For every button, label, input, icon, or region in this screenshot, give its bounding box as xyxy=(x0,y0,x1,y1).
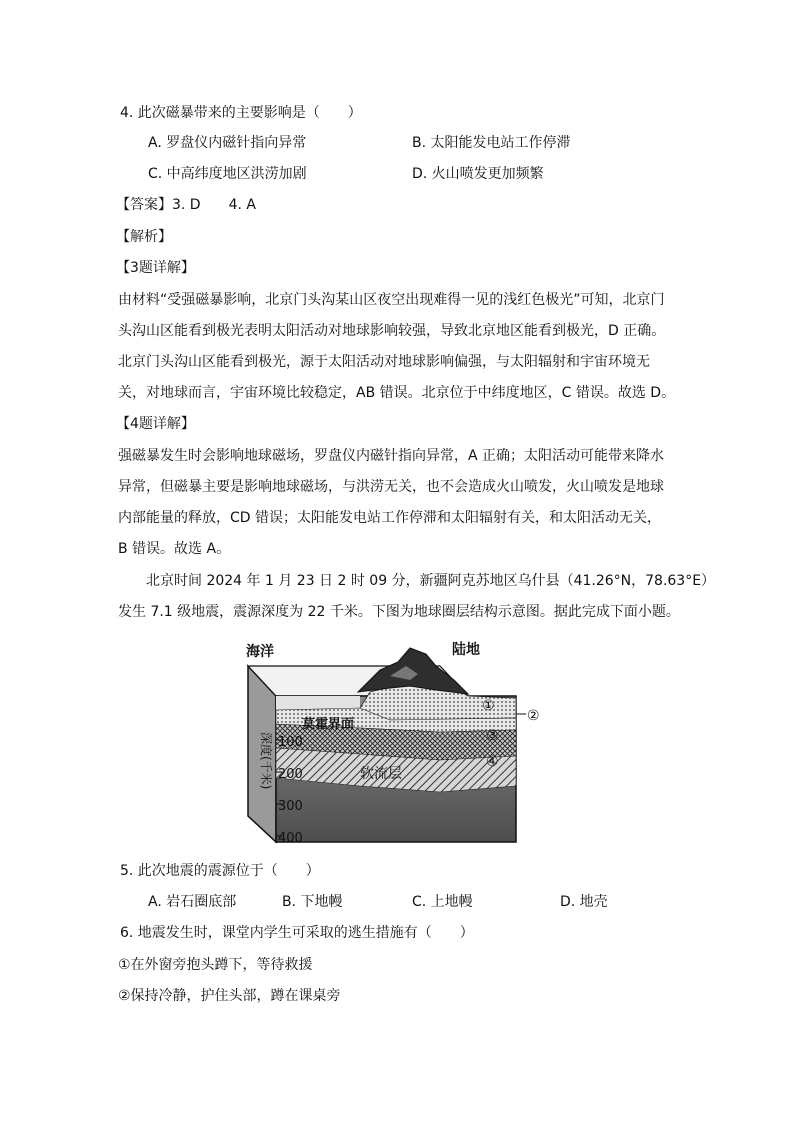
q5-option-b: B. 下地幔 xyxy=(282,894,343,910)
q3-detail-line: 关，对地球而言，宇宙环境比较稳定，AB 错误。北京位于中纬度地区，C 错误。故选 D。 xyxy=(118,385,676,401)
marker-1: ① xyxy=(482,698,495,714)
intro-line: 北京时间 2024 年 1 月 23 日 2 时 09 分，新疆阿克苏地区乌什县（41.26°N，78.63°E） xyxy=(146,573,716,589)
q4-detail-line: B 错误。故选 A。 xyxy=(118,541,231,557)
q4-option-a: A. 罗盘仪内磁针指向异常 xyxy=(148,135,307,151)
q3-detail-line: 北京门头沟山区能看到极光，源于太阳活动对地球影响偏强，与太阳辐射和宇宙环境无 xyxy=(118,354,650,370)
depth-axis-label: 深度(千米) xyxy=(259,732,273,790)
q4-stem: 4. 此次磁暴带来的主要影响是（ ） xyxy=(120,105,362,121)
marker-2: ② xyxy=(527,708,540,724)
asthenosphere-label: 软流层 xyxy=(360,766,402,782)
q6-stem: 6. 地震发生时，课堂内学生可采取的逃生措施有（ ） xyxy=(120,925,474,941)
q6-item-1: ①在外窗旁抱头蹲下，等待救援 xyxy=(118,957,313,973)
marker-3: ③ xyxy=(486,728,499,744)
q4-option-b: B. 太阳能发电站工作停滞 xyxy=(412,135,571,151)
q3-detail-line: 头沟山区能看到极光表明太阳活动对地球影响较强，导致北京地区能看到极光，D 正确。 xyxy=(118,323,666,339)
q4-detail-line: 异常，但磁暴主要是影响地球磁场，与洪涝无关，也不会造成火山喷发，火山喷发是地球 xyxy=(118,479,664,495)
intro-line: 发生 7.1 级地震，震源深度为 22 千米。下图为地球圈层结构示意图。据此完成下面小题。 xyxy=(118,604,680,620)
marker-4: ④ xyxy=(486,754,499,770)
moho-label: 莫霍界面 xyxy=(302,717,355,732)
answer-line: 【答案】3. D 4. A xyxy=(116,197,256,213)
ocean-label: 海洋 xyxy=(246,644,274,660)
q4-detail-line: 内部能量的释放，CD 错误；太阳能发电站工作停滞和太阳辐射有关，和太阳活动无关， xyxy=(118,510,662,526)
q5-option-a: A. 岩石圈底部 xyxy=(148,894,237,910)
q5-stem: 5. 此次地震的震源位于（ ） xyxy=(120,863,320,879)
land-label: 陆地 xyxy=(452,642,480,658)
q4-option-d: D. 火山喷发更加频繁 xyxy=(412,166,544,182)
earth-layer-diagram xyxy=(240,636,550,848)
q3-detail-line: 由材料“受强磁暴影响，北京门头沟某山区夜空出现难得一见的浅红色极光”可知，北京门 xyxy=(118,292,665,308)
depth-tick: 100 xyxy=(278,735,303,750)
q4-option-c: C. 中高纬度地区洪涝加剧 xyxy=(148,166,307,182)
q4-detail-label: 【4题详解】 xyxy=(116,416,195,432)
q4-detail-line: 强磁暴发生时会影响地球磁场，罗盘仪内磁针指向异常，A 正确；太阳活动可能带来降水 xyxy=(118,448,665,464)
q5-option-d: D. 地壳 xyxy=(560,894,608,910)
depth-tick: 200 xyxy=(278,767,303,782)
depth-tick: 300 xyxy=(278,799,303,814)
depth-tick: 400 xyxy=(278,831,303,846)
q6-item-2: ②保持冷静，护住头部，蹲在课桌旁 xyxy=(118,988,341,1004)
q3-detail-label: 【3题详解】 xyxy=(116,260,195,276)
analysis-label: 【解析】 xyxy=(116,229,172,245)
q5-option-c: C. 上地幔 xyxy=(412,894,473,910)
